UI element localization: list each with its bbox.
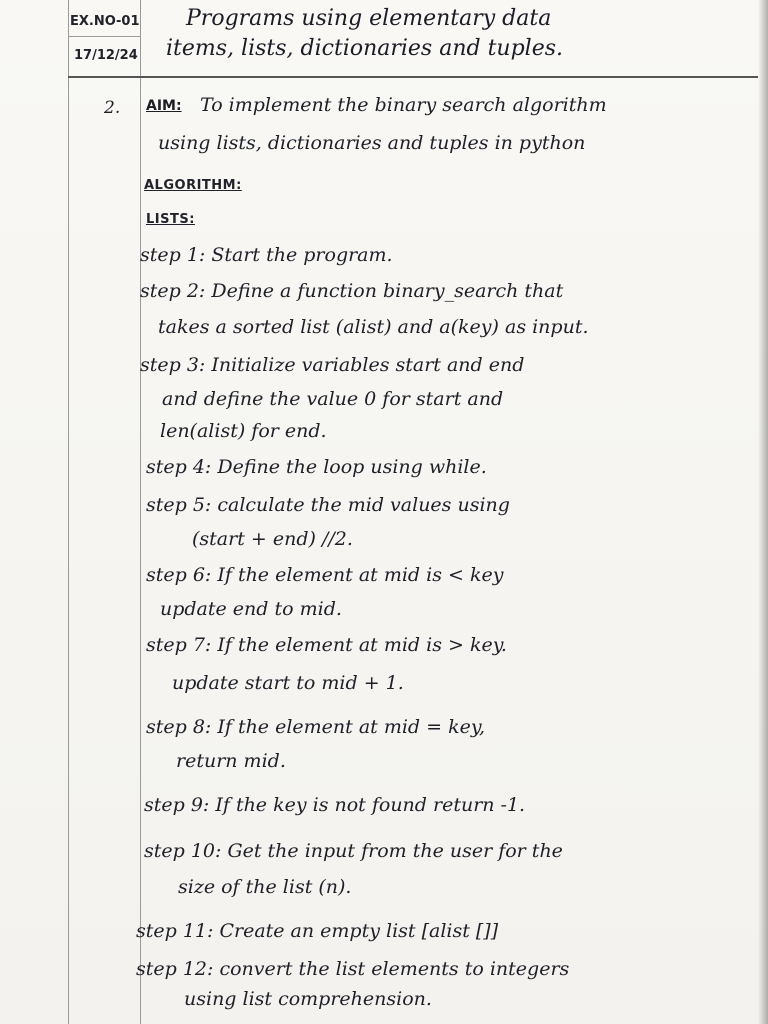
step-line: step 6: If the element at mid is < key <box>146 564 504 586</box>
step-line: step 3: Initialize variables start and end <box>140 354 525 376</box>
step-line: step 5: calculate the mid values using <box>146 494 510 516</box>
aim-label: AIM: <box>146 98 182 114</box>
step-line: using list comprehension. <box>184 988 432 1010</box>
step-line: step 9: If the key is not found return -1. <box>144 794 526 816</box>
section-number: 2. <box>104 98 121 118</box>
step-line: and define the value 0 for start and <box>162 388 504 410</box>
lists-label: LISTS: <box>146 212 195 227</box>
step-line: step 11: Create an empty list [alist []] <box>136 920 499 942</box>
algorithm-label: ALGORITHM: <box>144 178 242 193</box>
step-line: step 12: convert the list elements to integers <box>136 958 570 980</box>
exercise-number: EX.NO-01 <box>70 14 140 29</box>
step-line: update end to mid. <box>160 598 342 620</box>
header-divider-line <box>140 0 141 1024</box>
aim-line-1: To implement the binary search algorithm <box>200 94 607 116</box>
step-line: step 7: If the element at mid is > key. <box>146 634 507 656</box>
title-line-1: Programs using elementary data <box>186 6 552 31</box>
step-line: return mid. <box>176 750 286 772</box>
step-line: step 4: Define the loop using while. <box>146 456 487 478</box>
page-edge-shadow <box>758 0 768 1024</box>
date: 17/12/24 <box>74 48 138 63</box>
step-line: step 10: Get the input from the user for the <box>144 840 563 862</box>
step-line: len(alist) for end. <box>160 420 327 442</box>
header-bottom-rule <box>68 76 758 78</box>
step-line: size of the list (n). <box>178 876 352 898</box>
step-line: update start to mid + 1. <box>172 672 404 694</box>
step-line: step 2: Define a function binary_search that <box>140 280 564 302</box>
step-line: step 8: If the element at mid = key, <box>146 716 486 738</box>
header-mid-rule <box>68 36 140 37</box>
aim-line-2: using lists, dictionaries and tuples in python <box>158 132 586 154</box>
step-line: takes a sorted list (alist) and a(key) as input. <box>158 316 589 338</box>
left-margin-line <box>68 0 69 1024</box>
step-line: step 1: Start the program. <box>140 244 393 266</box>
title-line-2: items, lists, dictionaries and tuples. <box>166 36 564 61</box>
step-line: (start + end) //2. <box>192 528 353 550</box>
